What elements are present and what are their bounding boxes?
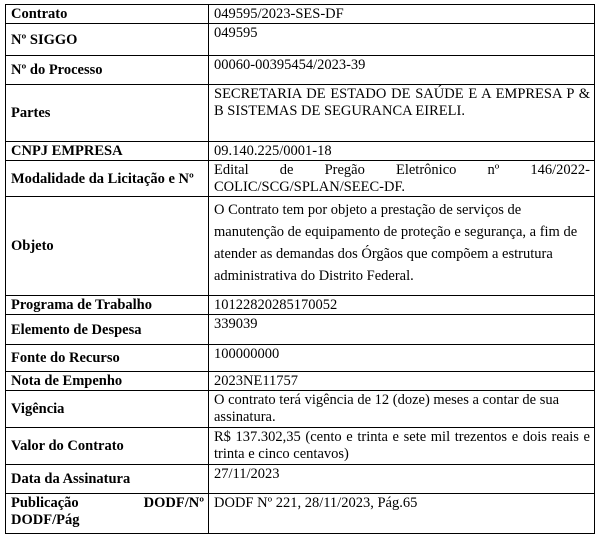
table-row [6,391,595,428]
table-row [6,372,595,391]
table-row [6,296,595,315]
row-value-objeto: O Contrato tem por objeto a prestação de serviços de manutenção de equipamento de proteção e segurança, a fim de atender as demandas dos Órgãos que compõem a estrutura administrativa do Distrito Federal. [209,197,595,296]
row-label-contrato: Contrato [6,5,209,24]
row-value-publicacao: DODF Nº 221, 28/11/2023, Pág.65 [209,494,595,534]
table-row [6,465,595,494]
publicacao-label-part3: DODF/Pág [11,512,80,528]
row-label-modalidade: Modalidade da Licitação e Nº [6,161,209,197]
row-label-empenho: Nota de Empenho [6,372,209,391]
row-label-elemento: Elemento de Despesa [6,315,209,345]
row-value-elemento: 339039 [209,315,595,345]
row-label-data: Data da Assinatura [6,465,209,494]
table-row [6,161,595,197]
table-row [6,197,595,296]
table-row [6,315,595,345]
table-row [6,85,595,142]
row-value-partes: SECRETARIA DE ESTADO DE SAÚDE E A EMPRESA P & B SISTEMAS DE SEGURANCA EIRELI. [209,85,595,142]
publicacao-label-part2: DODF/Nº [143,495,204,511]
row-label-publicacao [6,494,209,534]
row-label-partes: Partes [6,85,209,142]
row-value-processo: 00060-00395454/2023-39 [209,56,595,85]
row-value-data: 27/11/2023 [209,465,595,494]
row-value-cnpj: 09.140.225/0001-18 [209,142,595,161]
row-label-siggo: Nº SIGGO [6,24,209,56]
row-value-valor: R$ 137.302,35 (cento e trinta e sete mil trezentos e dois reais e trinta e cinco centavos) [209,428,595,465]
table-row [6,142,595,161]
row-value-programa: 10122820285170052 [209,296,595,315]
table-row [6,5,595,24]
contract-summary-table [5,4,595,534]
row-value-empenho: 2023NE11757 [209,372,595,391]
row-value-fonte: 100000000 [209,345,595,372]
table-row [6,24,595,56]
row-value-vigencia: O contrato terá vigência de 12 (doze) meses a contar de sua assinatura. [209,391,595,428]
row-label-vigencia: Vigência [6,391,209,428]
table-row [6,494,595,534]
table-row [6,56,595,85]
table-row [6,428,595,465]
row-label-processo: Nº do Processo [6,56,209,85]
row-label-fonte: Fonte do Recurso [6,345,209,372]
publicacao-label-part1: Publicação [11,495,79,511]
row-value-modalidade: Edital de Pregão Eletrônico nº 146/2022-COLIC/SCG/SPLAN/SEEC-DF. [209,161,595,197]
row-label-objeto: Objeto [6,197,209,296]
row-value-siggo: 049595 [209,24,595,56]
row-label-cnpj: CNPJ EMPRESA [6,142,209,161]
row-label-valor: Valor do Contrato [6,428,209,465]
row-value-contrato: 049595/2023-SES-DF [209,5,595,24]
row-label-programa: Programa de Trabalho [6,296,209,315]
table-row [6,345,595,372]
